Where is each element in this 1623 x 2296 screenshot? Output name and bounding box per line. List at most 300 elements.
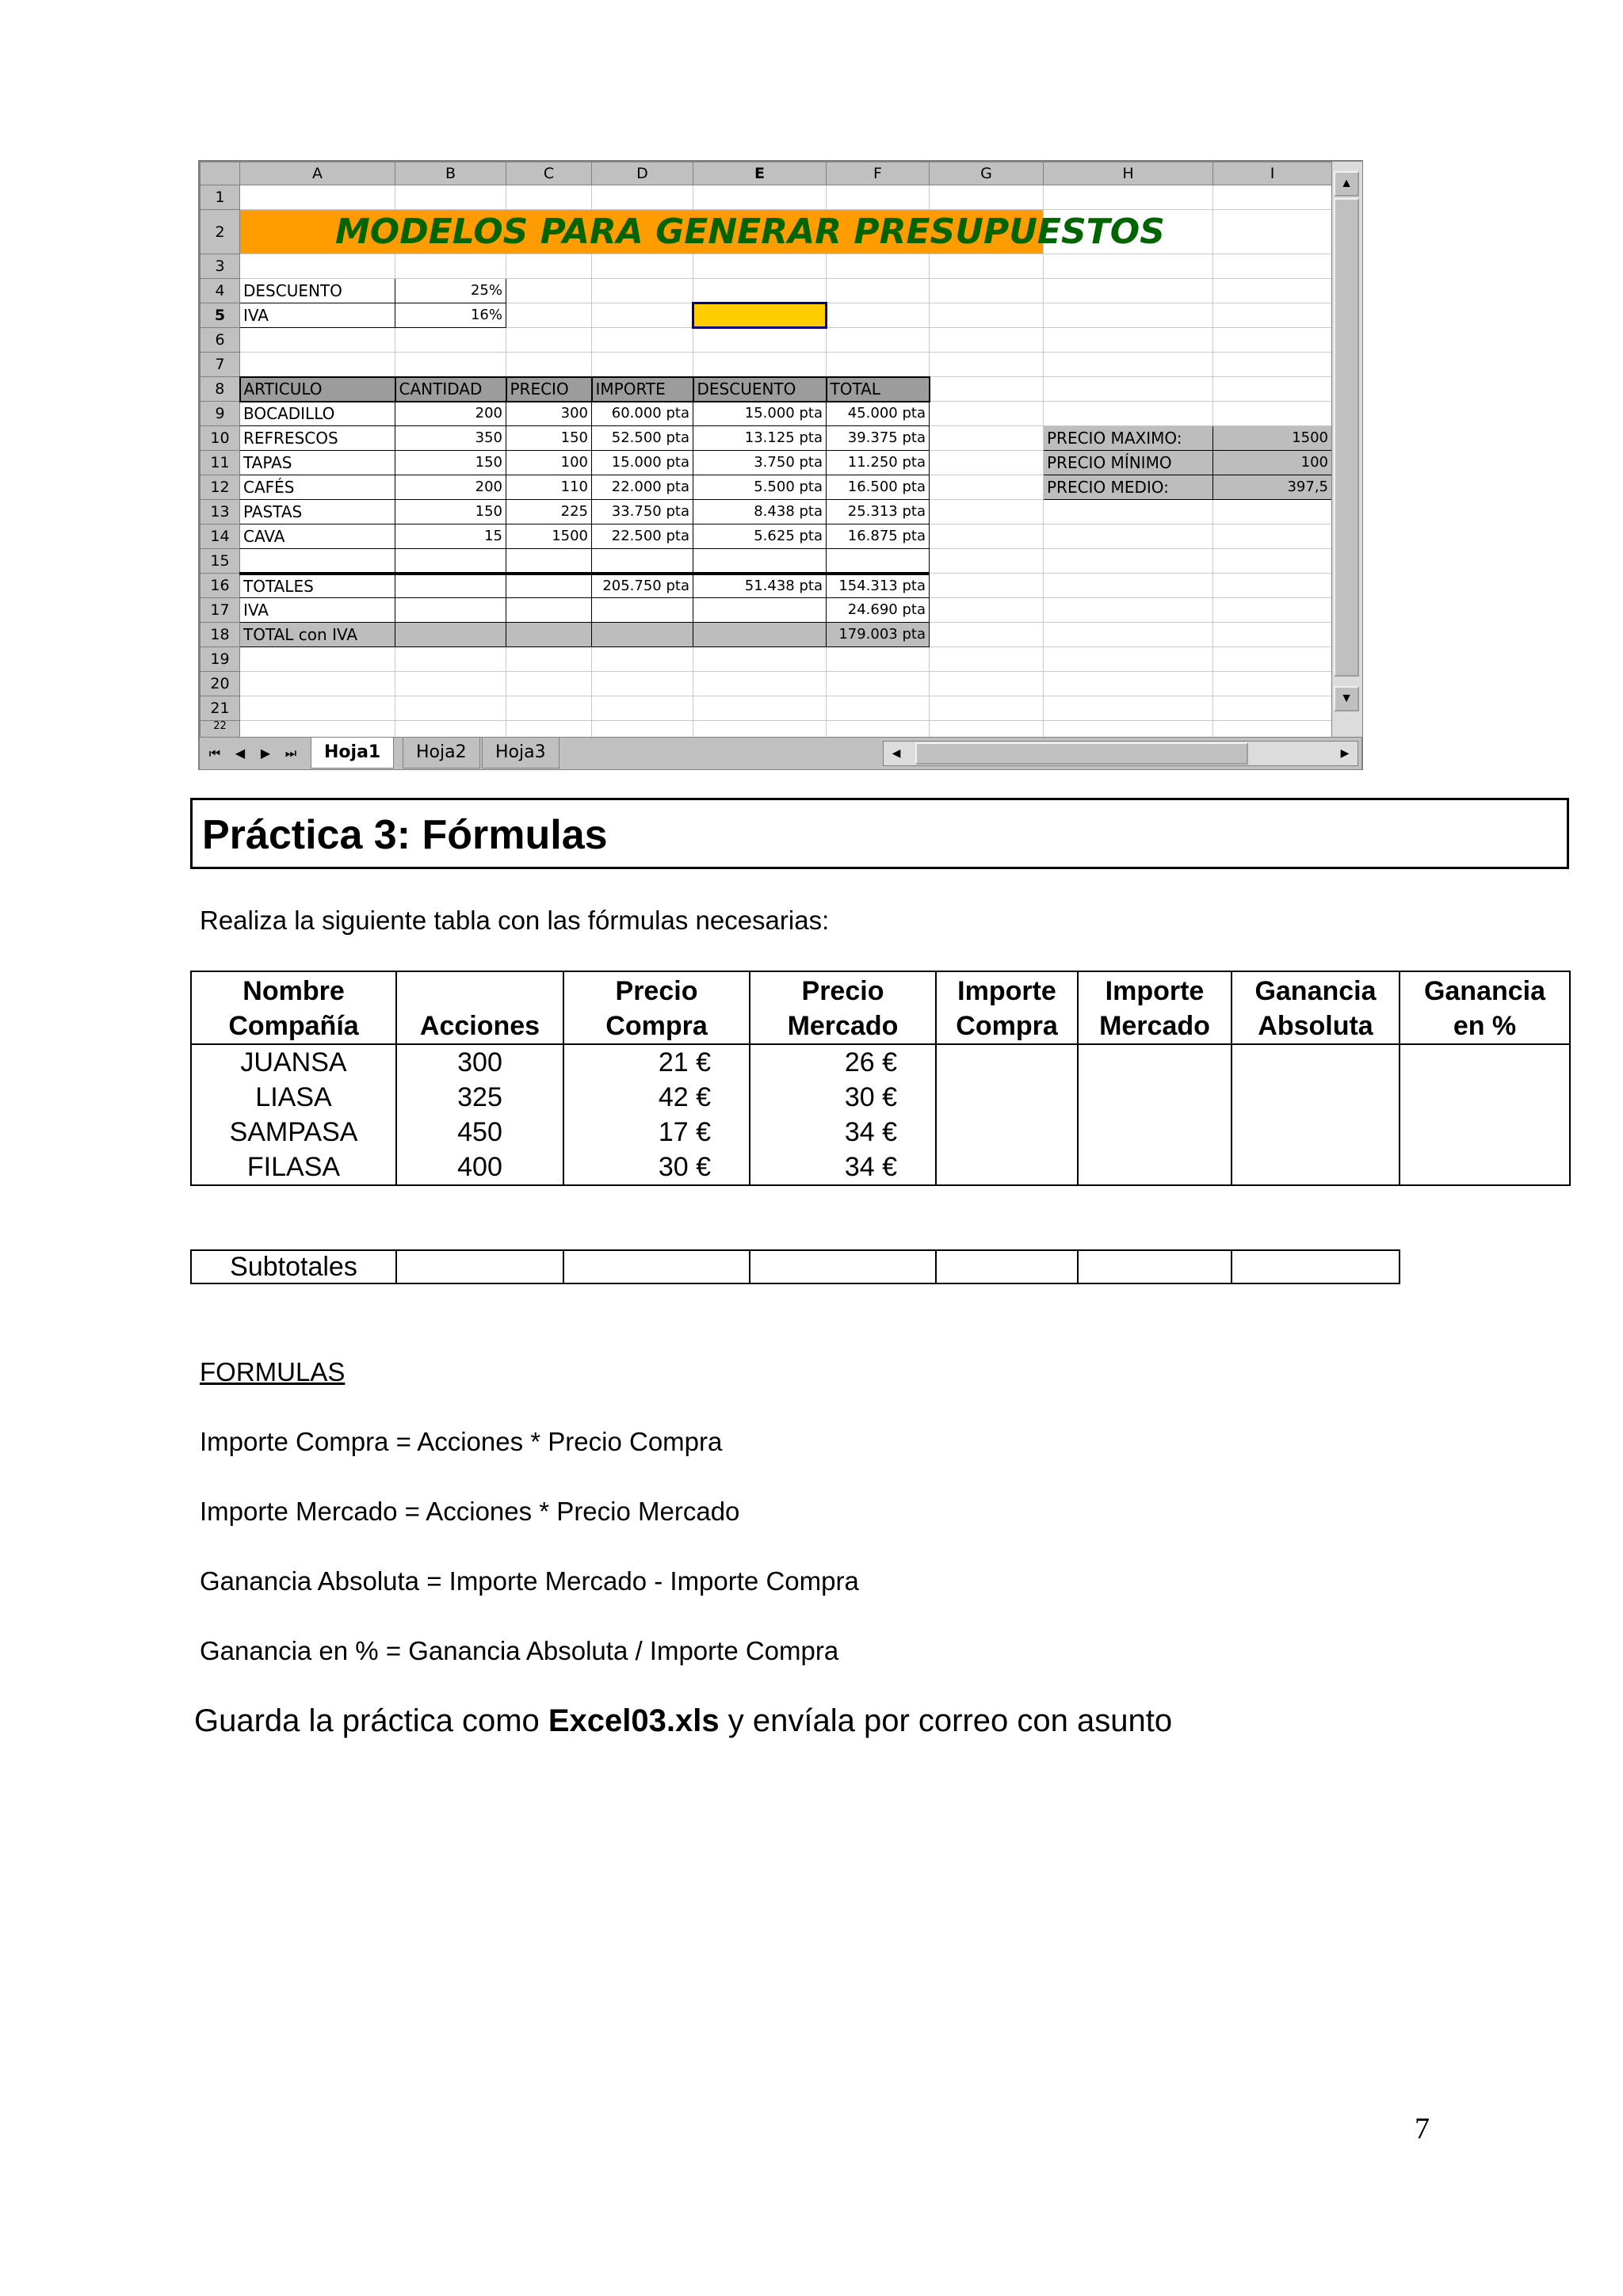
cell[interactable] xyxy=(1213,303,1332,328)
row-header[interactable]: 3 xyxy=(200,254,240,279)
cell[interactable] xyxy=(1213,696,1332,721)
cell[interactable] xyxy=(930,426,1044,451)
cell[interactable] xyxy=(693,549,827,574)
cell[interactable] xyxy=(930,353,1044,377)
save-note-prefix: Guarda la práctica como xyxy=(194,1703,548,1738)
cell[interactable]: 16.875 pta xyxy=(827,524,930,549)
select-all-corner[interactable] xyxy=(200,162,240,185)
cell[interactable] xyxy=(827,647,930,672)
cell[interactable] xyxy=(693,672,827,696)
empty-cell xyxy=(1232,1150,1400,1185)
shares: 400 xyxy=(396,1150,563,1185)
empty-cell xyxy=(1078,1250,1232,1283)
cell[interactable]: 11.250 pta xyxy=(827,451,930,475)
cell[interactable] xyxy=(1213,574,1332,598)
cell[interactable] xyxy=(395,672,506,696)
cell[interactable] xyxy=(930,303,1044,328)
purchase-price: 42 € xyxy=(563,1080,750,1115)
column-header[interactable]: D xyxy=(592,162,693,185)
empty-cell xyxy=(1232,1080,1400,1115)
sheet-row xyxy=(200,696,1332,721)
cell[interactable] xyxy=(592,647,693,672)
cell[interactable] xyxy=(693,647,827,672)
cell[interactable] xyxy=(240,696,395,721)
cell[interactable] xyxy=(395,598,506,623)
empty-cell xyxy=(936,1044,1078,1080)
cell[interactable] xyxy=(1044,279,1213,303)
empty-cell xyxy=(1400,1044,1570,1080)
column-header[interactable]: H xyxy=(1044,162,1213,185)
column-header-row xyxy=(200,162,1332,185)
totales-label-cell[interactable]: TOTALES xyxy=(240,574,395,598)
cell[interactable]: 15.000 pta xyxy=(693,402,827,426)
row-header[interactable]: 17 xyxy=(200,598,240,623)
subtotals-label: Subtotales xyxy=(191,1250,396,1283)
table-row xyxy=(200,475,1332,500)
cell[interactable] xyxy=(693,353,827,377)
iva-value-cell[interactable]: 16% xyxy=(395,303,506,328)
table-header-cell[interactable]: IMPORTE xyxy=(592,377,693,402)
horizontal-scroll-thumb[interactable] xyxy=(915,742,1248,765)
empty-cell xyxy=(1232,1250,1400,1283)
save-filename: Excel03.xls xyxy=(548,1703,720,1738)
cell[interactable] xyxy=(1044,328,1213,353)
row-header[interactable]: 8 xyxy=(200,377,240,402)
cell[interactable] xyxy=(592,185,693,210)
table-row xyxy=(191,1115,1570,1150)
horizontal-scrollbar[interactable] xyxy=(883,741,1358,766)
cell[interactable] xyxy=(240,254,395,279)
table-row xyxy=(200,426,1332,451)
cell[interactable] xyxy=(930,328,1044,353)
cell[interactable]: 3.750 pta xyxy=(693,451,827,475)
column-header[interactable]: B xyxy=(395,162,506,185)
price-avg-label[interactable]: PRECIO MEDIO: xyxy=(1044,475,1213,500)
iva-row-label-cell[interactable]: IVA xyxy=(240,598,395,623)
header-ganancia-absoluta: Ganancia Absoluta xyxy=(1232,971,1400,1044)
cell[interactable]: 13.125 pta xyxy=(693,426,827,451)
cell[interactable] xyxy=(693,696,827,721)
shares: 325 xyxy=(396,1080,563,1115)
spreadsheet-screenshot xyxy=(198,160,1363,770)
cell[interactable] xyxy=(930,451,1044,475)
sheet-row xyxy=(200,672,1332,696)
empty-cell xyxy=(936,1115,1078,1150)
cell[interactable] xyxy=(1044,647,1213,672)
totales-total-cell[interactable]: 154.313 pta xyxy=(827,574,930,598)
cell[interactable] xyxy=(1213,598,1332,623)
save-note-suffix: y envíala por correo con asunto xyxy=(719,1703,1173,1738)
cell[interactable] xyxy=(592,353,693,377)
cell[interactable] xyxy=(827,185,930,210)
empty-cell xyxy=(396,1250,563,1283)
cell[interactable] xyxy=(506,279,592,303)
cell[interactable]: 45.000 pta xyxy=(827,402,930,426)
iva-row xyxy=(200,598,1332,623)
totales-descuento-cell[interactable]: 51.438 pta xyxy=(693,574,827,598)
formulas-heading: FORMULAS xyxy=(200,1357,346,1386)
cell[interactable] xyxy=(592,549,693,574)
cell[interactable] xyxy=(693,185,827,210)
descuento-value-cell[interactable]: 25% xyxy=(395,279,506,303)
column-header[interactable]: I xyxy=(1213,162,1332,185)
cell[interactable] xyxy=(240,647,395,672)
cell[interactable]: BOCADILLO xyxy=(240,402,395,426)
cell[interactable] xyxy=(1213,254,1332,279)
cell[interactable] xyxy=(240,672,395,696)
table-row xyxy=(200,451,1332,475)
cell[interactable] xyxy=(1213,328,1332,353)
cell[interactable] xyxy=(1044,500,1213,524)
empty-cell xyxy=(1232,1115,1400,1150)
cell[interactable]: 16.500 pta xyxy=(827,475,930,500)
cell[interactable]: 22.000 pta xyxy=(592,475,693,500)
cell[interactable] xyxy=(506,672,592,696)
iva-row-total-cell[interactable]: 24.690 pta xyxy=(827,598,930,623)
cell[interactable] xyxy=(395,353,506,377)
cell[interactable] xyxy=(592,696,693,721)
cell[interactable] xyxy=(1213,549,1332,574)
scroll-up-icon[interactable]: ▲ xyxy=(1334,171,1359,196)
purchase-price: 30 € xyxy=(563,1150,750,1185)
cell[interactable] xyxy=(827,254,930,279)
cell[interactable] xyxy=(1213,672,1332,696)
cell[interactable]: 300 xyxy=(506,402,592,426)
sheet-row xyxy=(200,254,1332,279)
cell[interactable] xyxy=(1044,696,1213,721)
cell[interactable] xyxy=(827,279,930,303)
descuento-label-cell[interactable]: DESCUENTO xyxy=(240,279,395,303)
total-con-iva-value-cell[interactable]: 179.003 pta xyxy=(827,623,930,647)
column-header[interactable]: F xyxy=(827,162,930,185)
cell[interactable] xyxy=(395,623,506,647)
cell[interactable] xyxy=(1213,377,1332,402)
cell[interactable] xyxy=(506,549,592,574)
cell[interactable] xyxy=(506,623,592,647)
cell[interactable] xyxy=(506,303,592,328)
cell[interactable] xyxy=(693,598,827,623)
cell[interactable] xyxy=(1044,402,1213,426)
sheet-row xyxy=(200,185,1332,210)
cell[interactable] xyxy=(1213,402,1332,426)
cell[interactable] xyxy=(592,303,693,328)
row-header[interactable]: 10 xyxy=(200,426,240,451)
cell[interactable] xyxy=(1044,672,1213,696)
company-name: FILASA xyxy=(191,1150,396,1185)
cell[interactable] xyxy=(1044,574,1213,598)
cell[interactable]: 5.625 pta xyxy=(693,524,827,549)
cell[interactable] xyxy=(592,598,693,623)
vertical-scrollbar[interactable] xyxy=(1331,162,1362,737)
prev-sheet-icon[interactable]: ◀ xyxy=(235,746,246,761)
cell[interactable] xyxy=(930,185,1044,210)
cell[interactable] xyxy=(506,328,592,353)
price-max-value[interactable]: 1500 xyxy=(1213,426,1332,451)
totales-importe-cell[interactable]: 205.750 pta xyxy=(592,574,693,598)
cell[interactable] xyxy=(1044,623,1213,647)
cell[interactable]: 225 xyxy=(506,500,592,524)
cell[interactable] xyxy=(930,475,1044,500)
row-header[interactable]: 13 xyxy=(200,500,240,524)
cell[interactable] xyxy=(592,279,693,303)
sheet-row xyxy=(200,353,1332,377)
cell[interactable] xyxy=(930,549,1044,574)
row-header[interactable]: 19 xyxy=(200,647,240,672)
next-sheet-icon[interactable]: ▶ xyxy=(260,746,271,761)
cell[interactable] xyxy=(395,696,506,721)
cell[interactable] xyxy=(827,672,930,696)
cell[interactable] xyxy=(930,598,1044,623)
cell[interactable] xyxy=(240,185,395,210)
cell[interactable]: 110 xyxy=(506,475,592,500)
cell[interactable] xyxy=(1044,353,1213,377)
shares: 300 xyxy=(396,1044,563,1080)
cell[interactable]: 200 xyxy=(395,402,506,426)
total-con-iva-label-cell[interactable]: TOTAL con IVA xyxy=(240,623,395,647)
cell[interactable]: 150 xyxy=(395,451,506,475)
cell[interactable]: 200 xyxy=(395,475,506,500)
cell[interactable] xyxy=(1213,623,1332,647)
cell[interactable]: 5.500 pta xyxy=(693,475,827,500)
save-instructions xyxy=(194,1703,1172,1739)
cell[interactable] xyxy=(1044,598,1213,623)
cell[interactable] xyxy=(827,696,930,721)
empty-cell xyxy=(1400,1080,1570,1115)
row-header[interactable]: 1 xyxy=(200,185,240,210)
cell[interactable] xyxy=(827,328,930,353)
cell[interactable] xyxy=(930,402,1044,426)
cell[interactable]: 150 xyxy=(506,426,592,451)
cell[interactable] xyxy=(395,328,506,353)
cell[interactable] xyxy=(1044,185,1213,210)
cell[interactable]: TAPAS xyxy=(240,451,395,475)
cell[interactable] xyxy=(1044,303,1213,328)
cell[interactable] xyxy=(930,623,1044,647)
cell[interactable] xyxy=(506,185,592,210)
sheet-row xyxy=(200,303,1332,328)
cell[interactable] xyxy=(693,328,827,353)
shares: 450 xyxy=(396,1115,563,1150)
row-header[interactable]: 21 xyxy=(200,696,240,721)
cell[interactable] xyxy=(506,574,592,598)
price-min-value[interactable]: 100 xyxy=(1213,451,1332,475)
sheet-row xyxy=(200,647,1332,672)
cell[interactable] xyxy=(930,377,1044,402)
row-header[interactable]: 22 xyxy=(200,721,240,746)
cell[interactable] xyxy=(693,279,827,303)
row-header[interactable]: 7 xyxy=(200,353,240,377)
last-sheet-icon[interactable]: ⏭ xyxy=(285,746,297,761)
row-header[interactable]: 9 xyxy=(200,402,240,426)
cell[interactable] xyxy=(1044,377,1213,402)
cell[interactable] xyxy=(1213,524,1332,549)
cell[interactable]: REFRESCOS xyxy=(240,426,395,451)
row-header[interactable]: 11 xyxy=(200,451,240,475)
table-header-cell[interactable]: TOTAL xyxy=(827,377,930,402)
cell[interactable] xyxy=(693,623,827,647)
cell[interactable]: CAVA xyxy=(240,524,395,549)
scroll-down-icon[interactable]: ▼ xyxy=(1334,686,1359,711)
cell[interactable] xyxy=(240,353,395,377)
empty-cell xyxy=(1400,1115,1570,1150)
row-header[interactable]: 12 xyxy=(200,475,240,500)
row-header[interactable]: 6 xyxy=(200,328,240,353)
cell[interactable] xyxy=(506,254,592,279)
cell[interactable]: 60.000 pta xyxy=(592,402,693,426)
cell[interactable] xyxy=(395,647,506,672)
row-header[interactable]: 4 xyxy=(200,279,240,303)
cell[interactable] xyxy=(506,353,592,377)
company-name: SAMPASA xyxy=(191,1115,396,1150)
empty-cell xyxy=(1078,1044,1232,1080)
first-sheet-icon[interactable]: ⏮ xyxy=(208,746,221,761)
total-con-iva-row xyxy=(200,623,1332,647)
cell[interactable] xyxy=(930,696,1044,721)
empty-cell xyxy=(563,1250,750,1283)
cell[interactable] xyxy=(395,185,506,210)
empty-cell xyxy=(750,1250,936,1283)
sheet-tab-hoja2[interactable]: Hoja2 xyxy=(403,738,480,769)
cell[interactable] xyxy=(592,328,693,353)
header-precio-mercado: Precio Mercado xyxy=(750,971,936,1044)
cell[interactable] xyxy=(1213,210,1332,254)
header-acciones: Acciones xyxy=(396,971,563,1044)
price-max-label[interactable]: PRECIO MAXIMO: xyxy=(1044,426,1213,451)
sheet-tab-hoja3[interactable]: Hoja3 xyxy=(482,738,559,769)
table-header-row xyxy=(191,971,1570,1044)
row-header[interactable]: 18 xyxy=(200,623,240,647)
market-price: 34 € xyxy=(750,1115,936,1150)
cell[interactable] xyxy=(930,647,1044,672)
empty-cell xyxy=(936,1250,1078,1283)
cell[interactable]: 22.500 pta xyxy=(592,524,693,549)
sheet-row xyxy=(200,377,1332,402)
row-header[interactable]: 20 xyxy=(200,672,240,696)
cell[interactable] xyxy=(395,254,506,279)
purchase-price: 17 € xyxy=(563,1115,750,1150)
cell[interactable]: 15.000 pta xyxy=(592,451,693,475)
cell[interactable] xyxy=(1044,254,1213,279)
companies-table xyxy=(190,971,1571,1186)
price-avg-value[interactable]: 397,5 xyxy=(1213,475,1332,500)
column-header[interactable]: E xyxy=(693,162,827,185)
cell[interactable]: 15 xyxy=(395,524,506,549)
row-header[interactable]: 2 xyxy=(200,210,240,254)
company-name: JUANSA xyxy=(191,1044,396,1080)
cell[interactable] xyxy=(1044,549,1213,574)
table-header-cell[interactable]: CANTIDAD xyxy=(395,377,506,402)
cell[interactable] xyxy=(395,549,506,574)
header-importe-mercado: Importe Mercado xyxy=(1078,971,1232,1044)
instructions-text: Realiza la siguiente tabla con las fórmulas necesarias: xyxy=(200,906,830,935)
cell[interactable]: 1500 xyxy=(506,524,592,549)
company-name: LIASA xyxy=(191,1080,396,1115)
table-row xyxy=(191,1150,1570,1185)
cell[interactable] xyxy=(592,672,693,696)
cell[interactable] xyxy=(827,549,930,574)
cell[interactable]: 39.375 pta xyxy=(827,426,930,451)
iva-label-cell[interactable]: IVA xyxy=(240,303,395,328)
cell[interactable] xyxy=(1213,279,1332,303)
cell[interactable] xyxy=(395,574,506,598)
scroll-left-icon[interactable]: ◀ xyxy=(892,747,901,760)
cell[interactable]: 100 xyxy=(506,451,592,475)
cell[interactable] xyxy=(1044,524,1213,549)
table-row xyxy=(200,402,1332,426)
cell[interactable] xyxy=(693,254,827,279)
sheet-tab-hoja1[interactable]: Hoja1 xyxy=(311,738,394,769)
row-header[interactable]: 5 xyxy=(200,303,240,328)
cell[interactable]: 150 xyxy=(395,500,506,524)
formula-ganancia-porcentaje: Ganancia en % = Ganancia Absoluta / Importe Compra xyxy=(200,1636,839,1665)
price-min-label[interactable]: PRECIO MÍNIMO xyxy=(1044,451,1213,475)
cell[interactable] xyxy=(930,279,1044,303)
cell[interactable]: PASTAS xyxy=(240,500,395,524)
cell[interactable] xyxy=(930,574,1044,598)
cell[interactable] xyxy=(1213,647,1332,672)
cell[interactable] xyxy=(930,672,1044,696)
cell[interactable] xyxy=(930,524,1044,549)
row-header[interactable]: 14 xyxy=(200,524,240,549)
header-precio-compra: Precio Compra xyxy=(563,971,750,1044)
purchase-price: 21 € xyxy=(563,1044,750,1080)
cell[interactable] xyxy=(827,303,930,328)
column-header[interactable]: C xyxy=(506,162,592,185)
header-importe-compra: Importe Compra xyxy=(936,971,1078,1044)
empty-cell xyxy=(1400,1150,1570,1185)
spreadsheet-title-cell[interactable]: MODELOS PARA GENERAR PRESUPUESTOS xyxy=(240,210,1044,254)
table-row xyxy=(200,524,1332,549)
cell[interactable] xyxy=(1213,353,1332,377)
table-row xyxy=(200,549,1332,574)
row-header[interactable]: 15 xyxy=(200,549,240,574)
cell[interactable] xyxy=(506,647,592,672)
cell[interactable] xyxy=(506,696,592,721)
scroll-thumb[interactable] xyxy=(1334,198,1359,677)
cell[interactable] xyxy=(1213,500,1332,524)
row-header[interactable]: 16 xyxy=(200,574,240,598)
cell[interactable]: 25.313 pta xyxy=(827,500,930,524)
page-number: 7 xyxy=(1415,2112,1430,2145)
table-header-cell[interactable]: DESCUENTO xyxy=(693,377,827,402)
column-header[interactable]: A xyxy=(240,162,395,185)
cell[interactable]: 52.500 pta xyxy=(592,426,693,451)
scroll-right-icon[interactable]: ▶ xyxy=(1340,747,1350,760)
table-header-cell[interactable]: ARTICULO xyxy=(240,377,395,402)
cell[interactable] xyxy=(240,549,395,574)
cell[interactable] xyxy=(930,254,1044,279)
sheet-tab-bar xyxy=(200,737,1361,769)
selected-cell[interactable] xyxy=(693,303,827,328)
cell[interactable] xyxy=(506,598,592,623)
cell[interactable] xyxy=(1213,185,1332,210)
formula-importe-mercado: Importe Mercado = Acciones * Precio Mercado xyxy=(200,1497,740,1526)
formula-ganancia-absoluta: Ganancia Absoluta = Importe Mercado - Importe Compra xyxy=(200,1566,859,1596)
cell[interactable]: 33.750 pta xyxy=(592,500,693,524)
cell[interactable]: CAFÉS xyxy=(240,475,395,500)
cell[interactable] xyxy=(592,254,693,279)
cell[interactable] xyxy=(827,353,930,377)
cell[interactable] xyxy=(592,623,693,647)
cell[interactable] xyxy=(240,328,395,353)
totals-row xyxy=(200,574,1332,598)
market-price: 30 € xyxy=(750,1080,936,1115)
column-header[interactable]: G xyxy=(930,162,1044,185)
cell[interactable] xyxy=(930,500,1044,524)
cell[interactable]: 8.438 pta xyxy=(693,500,827,524)
table-header-cell[interactable]: PRECIO xyxy=(506,377,592,402)
cell[interactable]: 350 xyxy=(395,426,506,451)
